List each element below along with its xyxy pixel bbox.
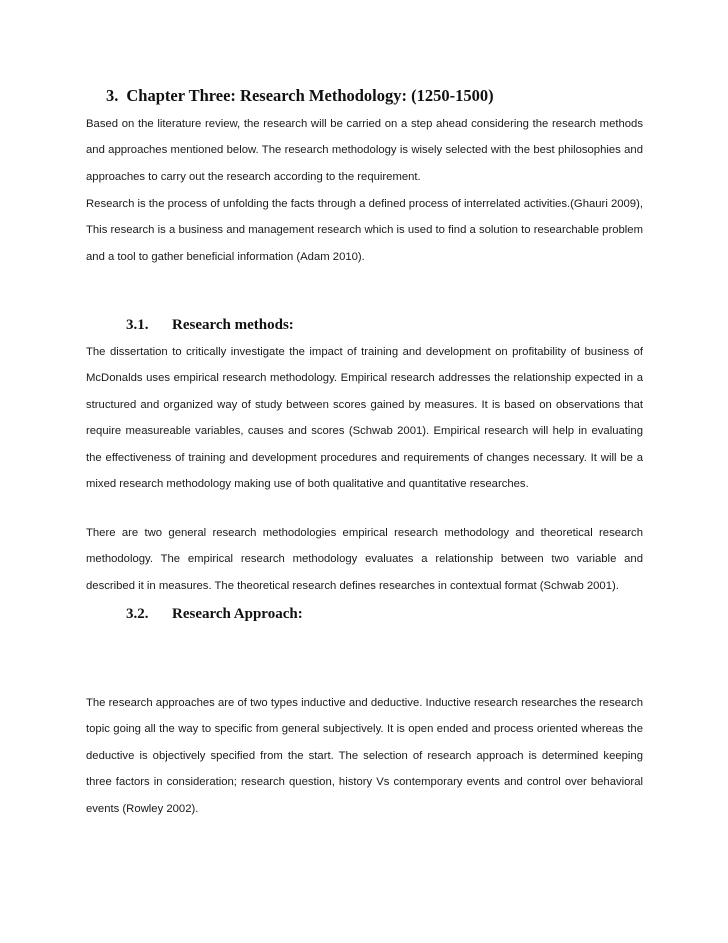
section-title: Research Approach: <box>172 606 303 622</box>
section-number: 3.1. <box>126 317 149 333</box>
chapter-number: 3. <box>106 86 119 105</box>
section-3-2-paragraph-1: The research approaches are of two types inductive and deductive. Inductive research researches the research topic going all the way to specific from general subjectively. It is open ended and process oriented whereas the deductive is objectively specified from the start. The selection of research approach is determined keeping three factors in consideration; research question, history Vs contemporary events and control over behavioral events (Rowley 2002). <box>86 697 643 815</box>
intro-paragraph-1: Based on the literature review, the research will be carried on a step ahead considering the research methods and approaches mentioned below. The research methodology is wisely selected with the best philosophies and approaches to carry out the research according to the requirement. <box>86 118 643 183</box>
chapter-title: Chapter Three: Research Methodology: (1250-1500) <box>126 86 494 105</box>
intro-paragraph-2: Research is the process of unfolding the facts through a defined process of interrelated activities.(Ghauri 2009), This research is a business and management research which is used to find a solution to researchable problem and a tool to gather beneficial information (Adam 2010). <box>86 198 643 263</box>
section-heading-3-2 <box>126 606 303 623</box>
section-number: 3.2. <box>126 606 149 622</box>
section-3-1-paragraph-2: There are two general research methodologies empirical research methodology and theoretical research methodology. The empirical research methodology evaluates a relationship between two variable and described it in measures. The theoretical research defines researches in contextual format (Schwab 2001). <box>86 527 643 592</box>
chapter-heading <box>106 86 494 106</box>
section-3-1-paragraph-1: The dissertation to critically investigate the impact of training and development on profitability of business of McDonalds uses empirical research methodology. Empirical research addresses the relationship expected in a structured and organized way of study between scores gained by measures. It is based on observations that require measureable variables, causes and scores (Schwab 2001). Empirical research will help in evaluating the effectiveness of training and development procedures and requirements of changes necessary. It will be a mixed research methodology making use of both qualitative and quantitative researches. <box>86 346 643 491</box>
section-title: Research methods: <box>172 317 294 333</box>
section-heading-3-1 <box>126 317 294 334</box>
